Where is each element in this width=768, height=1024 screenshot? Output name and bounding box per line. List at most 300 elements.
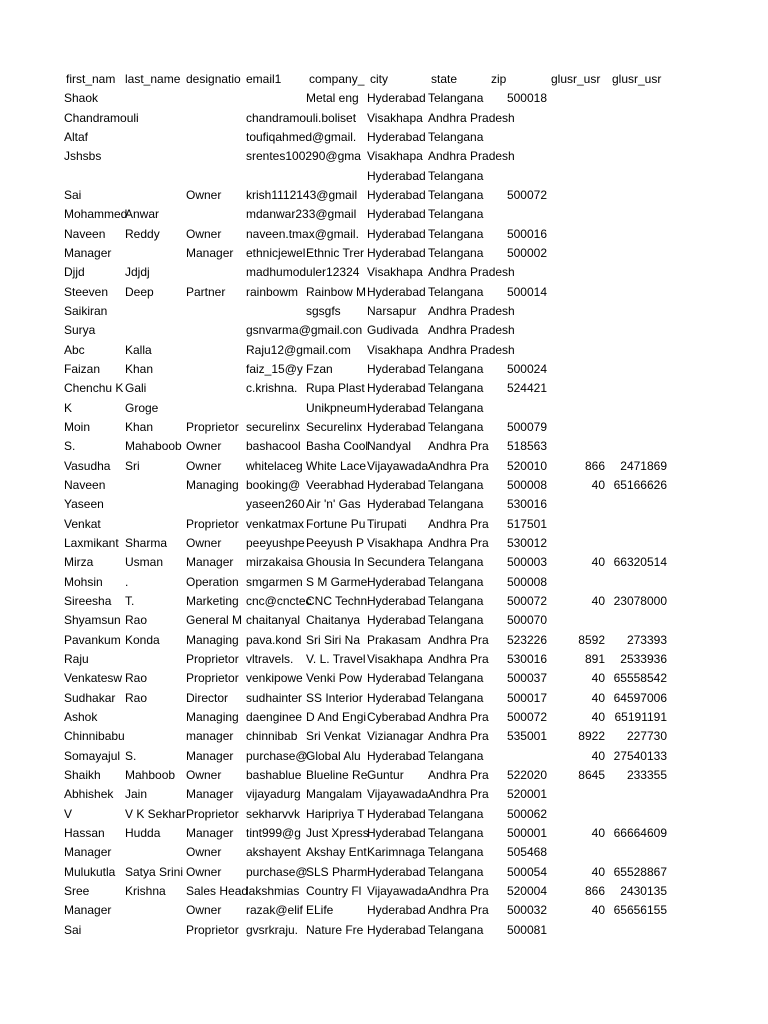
cell-designation: Managing xyxy=(186,709,239,724)
header-company: company_ xyxy=(309,72,365,86)
cell-first-name: Vasudha xyxy=(64,458,111,473)
cell-email: gsnvarma@gmail.con xyxy=(246,323,363,338)
cell-designation: Manager xyxy=(186,748,234,763)
cell-zip xyxy=(489,205,547,224)
cell-first-name: Somayajul xyxy=(64,748,121,763)
cell-designation: Proprietor xyxy=(186,516,239,531)
cell-company: Venki Pow xyxy=(306,671,363,686)
cell-last-name: Anwar xyxy=(125,207,160,222)
cell-email: bashablue xyxy=(246,767,302,782)
cell-designation xyxy=(186,128,245,147)
cell-company: Securelinx xyxy=(306,419,363,434)
cell-zip: 522020 xyxy=(506,767,547,782)
cell-glusr-usr-1 xyxy=(550,534,605,553)
cell-email: purchase@ xyxy=(246,864,308,879)
cell-city: Hyderabad xyxy=(367,168,426,183)
cell-glusr-usr-1 xyxy=(550,128,605,147)
cell-city: Hyderabad xyxy=(367,477,426,492)
cell-designation xyxy=(186,321,245,340)
cell-zip: 500081 xyxy=(506,922,547,937)
cell-last-name: Gali xyxy=(125,381,147,396)
cell-city: Hyderabad xyxy=(367,825,426,840)
cell-first-name: Chinnibabu xyxy=(64,729,125,744)
cell-glusr-usr-1: 40 xyxy=(591,593,605,608)
table-row xyxy=(0,573,768,592)
cell-glusr-usr-2 xyxy=(606,263,667,282)
cell-designation: Director xyxy=(186,690,229,705)
cell-last-name xyxy=(125,515,185,534)
cell-designation: Owner xyxy=(186,535,222,550)
table-row xyxy=(0,379,768,398)
cell-email: venkatmax xyxy=(246,516,305,531)
header-state: state xyxy=(431,72,458,86)
cell-first-name: Mulukutla xyxy=(64,864,116,879)
cell-last-name xyxy=(125,147,185,166)
cell-last-name: S. xyxy=(125,748,137,763)
cell-first-name: Mirza xyxy=(64,555,94,570)
cell-email: krish1112143@gmail xyxy=(246,187,358,202)
cell-first-name: Venkatesw xyxy=(64,671,123,686)
cell-zip: 500018 xyxy=(506,91,547,106)
cell-state: Andhra Pradesh xyxy=(428,265,515,280)
cell-city: Vijayawada xyxy=(367,883,429,898)
cell-first-name: Abhishek xyxy=(64,787,114,802)
cell-glusr-usr-2 xyxy=(606,89,667,108)
cell-email: gvsrkraju. xyxy=(246,922,299,937)
cell-first-name: Manager xyxy=(64,845,112,860)
cell-glusr-usr-1 xyxy=(550,379,605,398)
cell-company: D And Engi xyxy=(306,709,367,724)
cell-first-name: Sireesha xyxy=(64,593,112,608)
cell-state: Andhra Pra xyxy=(428,709,489,724)
cell-glusr-usr-2 xyxy=(606,418,667,437)
cell-company: V. L. Travel xyxy=(306,651,366,666)
table-row xyxy=(0,495,768,514)
cell-glusr-usr-1 xyxy=(550,341,605,360)
cell-glusr-usr-1 xyxy=(550,360,605,379)
cell-first-name: Naveen xyxy=(64,477,106,492)
cell-company: Peeyush P xyxy=(306,535,365,550)
cell-glusr-usr-1: 40 xyxy=(591,690,605,705)
table-row xyxy=(0,882,768,901)
cell-last-name xyxy=(125,708,185,727)
cell-city: Guntur xyxy=(367,767,404,782)
cell-zip xyxy=(489,263,547,282)
cell-email: chandramouli.boliset xyxy=(246,110,357,125)
cell-zip xyxy=(489,302,547,321)
cell-city: Visakhapa xyxy=(367,265,423,280)
cell-designation xyxy=(186,399,245,418)
cell-glusr-usr-1 xyxy=(550,186,605,205)
cell-email: mdanwar233@gmail xyxy=(246,207,357,222)
table-row xyxy=(0,109,768,128)
cell-email: whitelaceg xyxy=(246,458,303,473)
cell-city: Hyderabad xyxy=(367,903,426,918)
cell-glusr-usr-2 xyxy=(606,109,667,128)
cell-glusr-usr-2 xyxy=(606,225,667,244)
cell-state: Andhra Pra xyxy=(428,458,489,473)
cell-last-name: Khan xyxy=(125,361,154,376)
cell-city: Nandyal xyxy=(367,439,412,454)
cell-email: rainbowm xyxy=(246,284,299,299)
cell-zip: 500062 xyxy=(506,806,547,821)
cell-state: Andhra Pradesh xyxy=(428,149,515,164)
table-row xyxy=(0,805,768,824)
cell-glusr-usr-1: 40 xyxy=(591,864,605,879)
cell-first-name: Shaok xyxy=(64,91,99,106)
cell-city: Hyderabad xyxy=(367,690,426,705)
cell-zip: 520010 xyxy=(506,458,547,473)
cell-last-name: Hudda xyxy=(125,825,161,840)
cell-glusr-usr-2 xyxy=(606,147,667,166)
cell-first-name: Chandramouli xyxy=(64,110,139,125)
table-row xyxy=(0,437,768,456)
cell-last-name xyxy=(125,650,185,669)
header-last-name: last_name xyxy=(125,72,181,86)
cell-state: Telangana xyxy=(428,477,484,492)
cell-state: Andhra Pradesh xyxy=(428,323,515,338)
cell-email: booking@ xyxy=(246,477,301,492)
cell-company: Akshay Ent xyxy=(306,845,367,860)
cell-zip: 530016 xyxy=(506,497,547,512)
cell-glusr-usr-2: 233355 xyxy=(626,767,667,782)
cell-state: Telangana xyxy=(428,555,484,570)
cell-glusr-usr-2 xyxy=(606,921,667,940)
cell-designation xyxy=(186,167,245,186)
cell-first-name: Sai xyxy=(64,187,82,202)
cell-zip: 530016 xyxy=(506,651,547,666)
header-zip: zip xyxy=(491,72,507,86)
table-row xyxy=(0,225,768,244)
header-designation: designatio xyxy=(186,72,241,86)
cell-designation xyxy=(186,495,245,514)
cell-designation: Proprietor xyxy=(186,651,239,666)
cell-glusr-usr-2 xyxy=(606,515,667,534)
cell-city: Visakhapa xyxy=(367,149,423,164)
cell-zip xyxy=(489,341,547,360)
cell-zip: 535001 xyxy=(506,729,547,744)
cell-designation: Manager xyxy=(186,245,234,260)
cell-city: Hyderabad xyxy=(367,129,426,144)
cell-company xyxy=(306,109,366,128)
cell-state: Telangana xyxy=(428,168,484,183)
table-row xyxy=(0,399,768,418)
cell-email: tint999@g xyxy=(246,825,301,840)
cell-state: Telangana xyxy=(428,361,484,376)
cell-email: pava.kond xyxy=(246,632,302,647)
cell-glusr-usr-2 xyxy=(606,186,667,205)
cell-designation: General M xyxy=(186,613,243,628)
table-row xyxy=(0,669,768,688)
cell-glusr-usr-1: 866 xyxy=(584,883,605,898)
cell-designation: Marketing xyxy=(186,593,239,608)
cell-first-name: Laxmikant xyxy=(64,535,119,550)
cell-glusr-usr-2 xyxy=(606,785,667,804)
table-row xyxy=(0,592,768,611)
cell-glusr-usr-1 xyxy=(550,418,605,437)
cell-designation: Owner xyxy=(186,845,222,860)
cell-company: CNC Techn xyxy=(306,593,368,608)
cell-designation: Owner xyxy=(186,458,222,473)
cell-email: akshayent xyxy=(246,845,301,860)
cell-company xyxy=(306,225,366,244)
cell-company: Ghousia In xyxy=(306,555,365,570)
cell-state: Andhra Pra xyxy=(428,787,489,802)
cell-state: Telangana xyxy=(428,690,484,705)
cell-glusr-usr-2: 2471869 xyxy=(620,458,667,473)
cell-state: Telangana xyxy=(428,400,484,415)
cell-state: Telangana xyxy=(428,187,484,202)
cell-last-name: Reddy xyxy=(125,226,160,241)
cell-zip xyxy=(489,321,547,340)
cell-first-name: Manager xyxy=(64,245,112,260)
cell-company: Nature Fre xyxy=(306,922,364,937)
cell-city: Secundera xyxy=(367,555,426,570)
table-row xyxy=(0,263,768,282)
cell-zip: 500008 xyxy=(506,574,547,589)
cell-city: Hyderabad xyxy=(367,245,426,260)
cell-city: Hyderabad xyxy=(367,284,426,299)
cell-glusr-usr-2 xyxy=(606,128,667,147)
cell-city: Hyderabad xyxy=(367,864,426,879)
cell-first-name: Venkat xyxy=(64,516,101,531)
cell-glusr-usr-1 xyxy=(550,515,605,534)
cell-company xyxy=(306,263,366,282)
cell-city: Narsapur xyxy=(367,303,417,318)
cell-email: purchase@ xyxy=(246,748,308,763)
cell-glusr-usr-2: 65656155 xyxy=(613,903,667,918)
cell-last-name: Jdjdj xyxy=(125,265,150,280)
cell-zip: 520001 xyxy=(506,787,547,802)
cell-designation: Owner xyxy=(186,226,222,241)
cell-designation: Operation xyxy=(186,574,239,589)
cell-state: Telangana xyxy=(428,497,484,512)
cell-email: venkipowe xyxy=(246,671,303,686)
cell-glusr-usr-1: 40 xyxy=(591,477,605,492)
cell-email: madhumoduler12324 xyxy=(246,265,360,280)
cell-email: lakshmias xyxy=(246,883,300,898)
cell-glusr-usr-2 xyxy=(606,805,667,824)
cell-designation xyxy=(186,360,245,379)
cell-email: securelinx xyxy=(246,419,301,434)
cell-company: Haripriya T xyxy=(306,806,365,821)
cell-last-name: Rao xyxy=(125,690,148,705)
cell-state: Andhra Pra xyxy=(428,651,489,666)
cell-state: Andhra Pra xyxy=(428,729,489,744)
cell-last-name: Konda xyxy=(125,632,160,647)
cell-city: Vijayawada xyxy=(367,458,429,473)
cell-glusr-usr-1 xyxy=(550,302,605,321)
cell-last-name xyxy=(125,495,185,514)
cell-city: Tirupati xyxy=(367,516,407,531)
cell-zip: 500070 xyxy=(506,613,547,628)
cell-first-name: Jshsbs xyxy=(64,149,102,164)
cell-first-name: K xyxy=(64,400,73,415)
cell-glusr-usr-2 xyxy=(606,283,667,302)
cell-glusr-usr-1: 40 xyxy=(591,903,605,918)
cell-company: Metal eng xyxy=(306,91,359,106)
table-row xyxy=(0,727,768,746)
cell-glusr-usr-2: 27540133 xyxy=(613,748,667,763)
cell-first-name: Sai xyxy=(64,922,82,937)
cell-designation: Proprietor xyxy=(186,922,239,937)
cell-zip: 500079 xyxy=(506,419,547,434)
cell-state: Andhra Pra xyxy=(428,903,489,918)
cell-company: Chaitanya xyxy=(306,613,361,628)
cell-company xyxy=(306,167,366,186)
cell-state: Telangana xyxy=(428,574,484,589)
cell-glusr-usr-2: 23078000 xyxy=(613,593,667,608)
cell-glusr-usr-2: 2533936 xyxy=(620,651,667,666)
cell-state: Andhra Pra xyxy=(428,883,489,898)
cell-zip: 520004 xyxy=(506,883,547,898)
cell-first-name: Shaikh xyxy=(64,767,101,782)
cell-first-name: Mohammed xyxy=(64,207,128,222)
cell-zip: 500016 xyxy=(506,226,547,241)
table-row xyxy=(0,824,768,843)
cell-first-name: Shyamsun xyxy=(64,613,121,628)
cell-email: daenginee xyxy=(246,709,303,724)
cell-designation: Proprietor xyxy=(186,806,239,821)
cell-glusr-usr-1 xyxy=(550,921,605,940)
cell-city: Visakhapa xyxy=(367,651,423,666)
cell-last-name: Groge xyxy=(125,400,159,415)
header-row xyxy=(0,70,768,89)
table-row xyxy=(0,128,768,147)
cell-zip: 500002 xyxy=(506,245,547,260)
cell-city: Hyderabad xyxy=(367,671,426,686)
table-row xyxy=(0,631,768,650)
table-row xyxy=(0,186,768,205)
cell-state: Andhra Pra xyxy=(428,632,489,647)
cell-zip: 530012 xyxy=(506,535,547,550)
cell-first-name: Sudhakar xyxy=(64,690,116,705)
cell-glusr-usr-1: 8922 xyxy=(578,729,605,744)
cell-company: Unikpneum xyxy=(306,400,367,415)
cell-first-name: Djjd xyxy=(64,265,85,280)
cell-last-name xyxy=(125,244,185,263)
cell-designation xyxy=(186,205,245,224)
cell-last-name xyxy=(125,302,185,321)
cell-last-name xyxy=(125,901,185,920)
cell-zip: 500072 xyxy=(506,593,547,608)
cell-designation xyxy=(186,89,245,108)
cell-last-name: . xyxy=(125,574,129,589)
cell-designation xyxy=(186,302,245,321)
table-row xyxy=(0,708,768,727)
cell-glusr-usr-2 xyxy=(606,611,667,630)
cell-glusr-usr-2 xyxy=(606,244,667,263)
cell-state: Telangana xyxy=(428,845,484,860)
cell-company: ELife xyxy=(306,903,334,918)
cell-last-name xyxy=(125,476,185,495)
cell-zip: 518563 xyxy=(506,439,547,454)
table-row xyxy=(0,515,768,534)
cell-last-name: Satya Srini xyxy=(125,864,184,879)
cell-last-name: Usman xyxy=(125,555,164,570)
cell-glusr-usr-2: 64597006 xyxy=(613,690,667,705)
cell-city: Hyderabad xyxy=(367,613,426,628)
cell-designation: Manager xyxy=(186,787,234,802)
cell-last-name: V K Sekhar xyxy=(125,806,186,821)
cell-state: Telangana xyxy=(428,825,484,840)
cell-designation: Manager xyxy=(186,825,234,840)
cell-first-name: Steeven xyxy=(64,284,109,299)
cell-company: White Lace xyxy=(306,458,367,473)
cell-city: Hyderabad xyxy=(367,593,426,608)
cell-first-name: Surya xyxy=(64,323,96,338)
cell-last-name xyxy=(125,128,185,147)
cell-company: S M Garme xyxy=(306,574,368,589)
cell-glusr-usr-2: 273393 xyxy=(626,632,667,647)
cell-city: Hyderabad xyxy=(367,381,426,396)
cell-glusr-usr-1 xyxy=(550,805,605,824)
cell-email: ethnicjewel xyxy=(246,245,306,260)
cell-first-name: Faizan xyxy=(64,361,101,376)
cell-zip: 500014 xyxy=(506,284,547,299)
cell-email: cnc@cnctec xyxy=(246,593,312,608)
cell-last-name xyxy=(125,921,185,940)
cell-glusr-usr-2: 65191191 xyxy=(614,709,667,724)
cell-glusr-usr-2: 227730 xyxy=(626,729,667,744)
table-row xyxy=(0,553,768,572)
cell-last-name: Deep xyxy=(125,284,154,299)
cell-glusr-usr-1 xyxy=(550,244,605,263)
header-glusr-usr-2: glusr_usr xyxy=(612,72,662,86)
cell-city: Visakhapa xyxy=(367,342,423,357)
cell-company xyxy=(306,186,366,205)
table-row xyxy=(0,418,768,437)
cell-company: Air 'n' Gas xyxy=(306,497,361,512)
cell-zip xyxy=(489,109,547,128)
cell-state: Andhra Pra xyxy=(428,516,489,531)
cell-last-name: Sri xyxy=(125,458,140,473)
table-row xyxy=(0,476,768,495)
header-first-name: first_nam xyxy=(66,72,116,86)
cell-state: Andhra Pradesh xyxy=(428,303,515,318)
cell-email: c.krishna. xyxy=(246,381,298,396)
cell-glusr-usr-2 xyxy=(606,437,667,456)
cell-company: Country Fl xyxy=(306,883,362,898)
table-row xyxy=(0,89,768,108)
cell-designation: Managing xyxy=(186,632,239,647)
cell-last-name: Krishna xyxy=(125,883,166,898)
cell-glusr-usr-1 xyxy=(550,399,605,418)
cell-glusr-usr-1: 40 xyxy=(591,671,605,686)
table-row xyxy=(0,302,768,321)
table-row xyxy=(0,785,768,804)
table-row xyxy=(0,457,768,476)
cell-glusr-usr-2 xyxy=(606,205,667,224)
cell-zip: 500072 xyxy=(506,187,547,202)
cell-company: Fortune Pu xyxy=(306,516,366,531)
table-row xyxy=(0,921,768,940)
cell-zip: 500024 xyxy=(506,361,547,376)
cell-state: Telangana xyxy=(428,864,484,879)
cell-state: Telangana xyxy=(428,613,484,628)
cell-last-name: Mahaboob xyxy=(125,439,182,454)
cell-zip: 500054 xyxy=(506,864,547,879)
cell-company: Ethnic Trer xyxy=(306,245,365,260)
cell-zip xyxy=(489,147,547,166)
cell-company: Sri Siri Na xyxy=(306,632,361,647)
cell-designation xyxy=(186,109,245,128)
cell-designation: manager xyxy=(186,729,234,744)
cell-company: Rainbow M xyxy=(306,284,367,299)
table-row xyxy=(0,766,768,785)
cell-zip: 500032 xyxy=(506,903,547,918)
cell-company xyxy=(306,205,366,224)
